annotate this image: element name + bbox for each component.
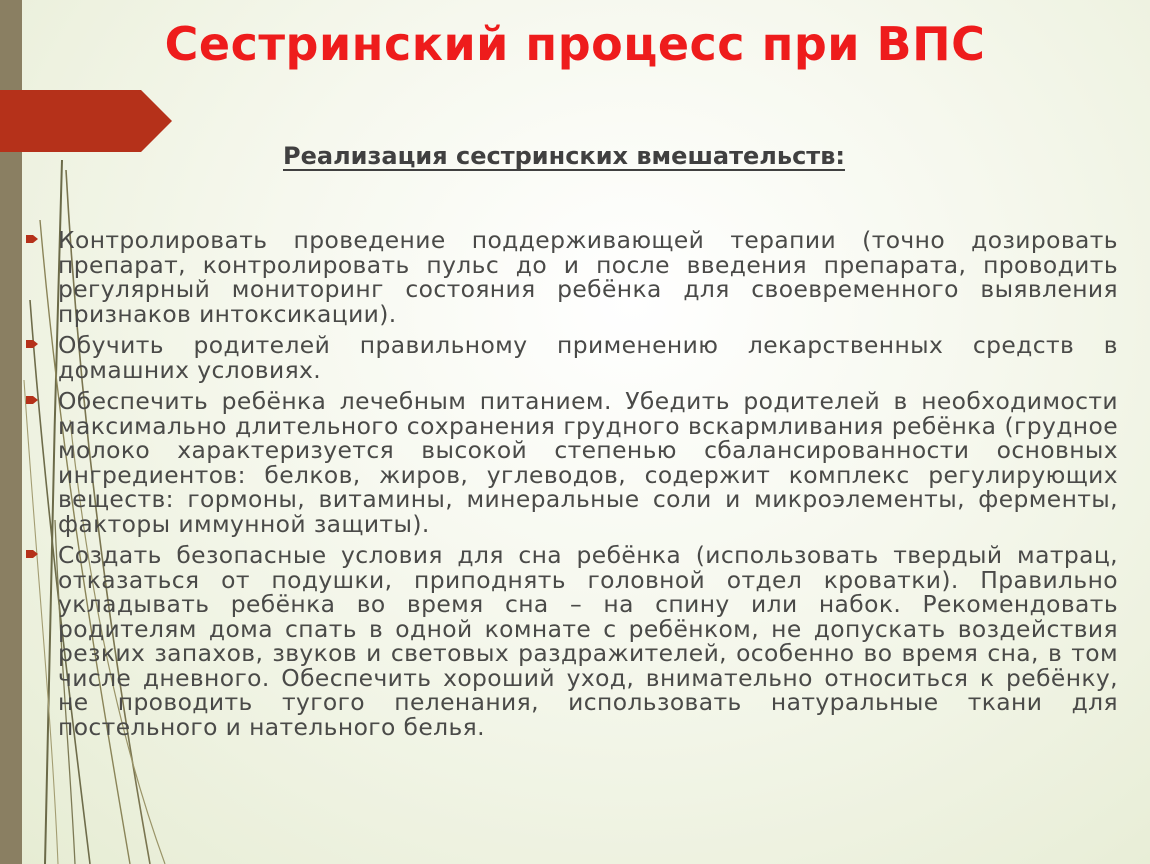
list-item-text: Контролировать проведение поддерживающей терапии (точно дозировать препарат, контролировать пульс до и после введения препарата, проводить регулярный мониторинг состояния ребёнка для своевременного выявления признаков интоксикации).	[58, 226, 1118, 328]
arrow-bullet-icon	[26, 338, 38, 350]
list-item	[26, 333, 1118, 382]
arrow-bullet-icon	[26, 548, 38, 560]
slide-subtitle: Реализация сестринских вмешательств:	[283, 142, 845, 170]
bullet-list	[26, 228, 1118, 746]
list-item	[26, 543, 1118, 739]
arrow-bullet-icon	[26, 233, 38, 245]
list-item	[26, 228, 1118, 326]
list-item-text: Создать безопасные условия для сна ребёнка (использовать твердый матрац, отказаться от подушки, приподнять головной отдел кроватки). Правильно укладывать ребёнка во время сна – на спину или набок. Рекомендовать родителям дома спать в одной комнате с ребёнком, не допускать воздействия резких запахов, звуков и световых раздражителей, особенно во время сна, в том числе дневного. Обеспечить хороший уход, внимательно относиться к ребёнку, не проводить тугого пеленания, использовать натуральные ткани для постельного и нательного белья.	[58, 541, 1118, 741]
arrow-bullet-icon	[26, 394, 38, 406]
slide-title: Сестринский процесс при ВПС	[164, 17, 986, 71]
list-item	[26, 389, 1118, 536]
list-item-text: Обучить родителей правильному применению лекарственных средств в домашних условиях.	[58, 331, 1118, 384]
list-item-text: Обеспечить ребёнка лечебным питанием. Убедить родителей в необходимости максимально длительного сохранения грудного вскармливания ребёнка (грудное молоко характеризуется высокой степенью сбалансированности основных ингредиентов: белков, жиров, углеводов, содержит комплекс регулирующих веществ: гормоны, витамины, минеральные соли и микроэлементы, ферменты, факторы иммунной защиты).	[58, 387, 1118, 538]
